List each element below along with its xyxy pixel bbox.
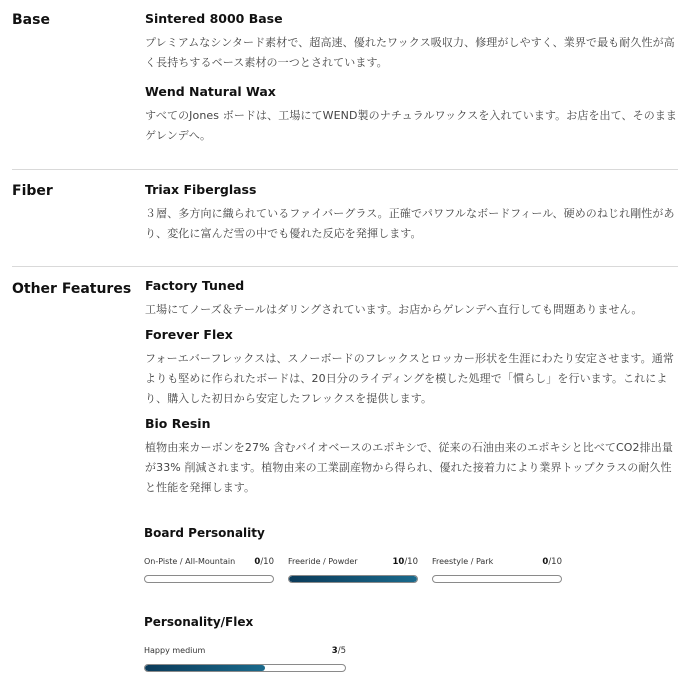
- meter-label: Happy medium: [144, 646, 206, 655]
- feature-title: Sintered 8000 Base: [145, 11, 283, 26]
- meter-flex: [144, 645, 346, 659]
- section-label-base: Base: [12, 12, 50, 28]
- feature-title: Wend Natural Wax: [145, 84, 276, 99]
- feature-title: Bio Resin: [145, 416, 211, 431]
- meter-fill: [289, 576, 417, 582]
- board-personality-title: Board Personality: [144, 526, 265, 540]
- meter-track: [144, 664, 346, 672]
- feature-sintered-base: [145, 10, 680, 73]
- feature-description: フォーエバーフレックスは、スノーボードのフレックスとロッカー形状を生涯にわたり安定させます。通常よりも堅めに作られたボードは、20日分のライディングを模した処理で「慣らし」を行います。これにより、購入した初日から安定したフレックスを提供します。: [145, 352, 674, 405]
- meter-track: [144, 575, 274, 583]
- section-label-fiber: Fiber: [12, 183, 53, 199]
- meter-label: On-Piste / All-Mountain: [144, 557, 236, 566]
- meter-track: [288, 575, 418, 583]
- feature-wend-wax: [145, 83, 680, 146]
- feature-description: 工場にてノーズ＆テールはダリングされています。お店からゲレンデへ直行しても問題ありません。: [145, 303, 643, 316]
- meter-score: 0/10: [542, 557, 562, 567]
- meter-score: 3/5: [331, 646, 346, 656]
- personality-flex-title: Personality/Flex: [144, 615, 254, 629]
- meter-on-piste: [144, 556, 274, 570]
- feature-title: Factory Tuned: [145, 278, 245, 293]
- meter-freestyle: [432, 556, 562, 570]
- meter-label: Freeride / Powder: [288, 557, 358, 566]
- meter-freeride: [288, 556, 418, 570]
- feature-description: プレミアムなシンタード素材で、超高速、優れたワックス吸収力、修理がしやすく、業界で最も耐久性が高く長持ちするベース素材の一つとされています。: [145, 36, 675, 69]
- feature-title: Forever Flex: [145, 327, 233, 342]
- feature-description: ３層、多方向に織られているファイバーグラス。正確でパワフルなボードフィール、硬めのねじれ剛性があり、変化に富んだ雪の中でも優れた反応を発揮します。: [145, 207, 675, 240]
- feature-bio-resin: [145, 415, 680, 498]
- section-label-other-features: Other Features: [12, 281, 132, 297]
- feature-factory-tuned: [145, 277, 680, 320]
- meter-score: 0/10: [254, 557, 274, 567]
- meter-track: [432, 575, 562, 583]
- feature-description: 植物由来カーボンを27% 含むバイオベースのエポキシで、従来の石油由来のエポキシと比べてCO2排出量が33% 削減されます。植物由来の工業副産物から得られ、優れた接着力により業界トップクラスの耐久性と性能を発揮します。: [145, 441, 673, 494]
- feature-title: Triax Fiberglass: [145, 182, 257, 197]
- meter-label: Freestyle / Park: [432, 557, 494, 566]
- feature-forever-flex: [145, 326, 680, 409]
- meter-score: 10/10: [392, 557, 418, 567]
- divider: [12, 169, 678, 170]
- divider: [12, 266, 678, 267]
- feature-triax-fiberglass: [145, 181, 680, 244]
- meter-fill: [145, 665, 265, 671]
- feature-description: すべてのJones ボードは、工場にてWEND製のナチュラルワックスを入れています。お店を出て、そのままゲレンデへ。: [145, 109, 678, 142]
